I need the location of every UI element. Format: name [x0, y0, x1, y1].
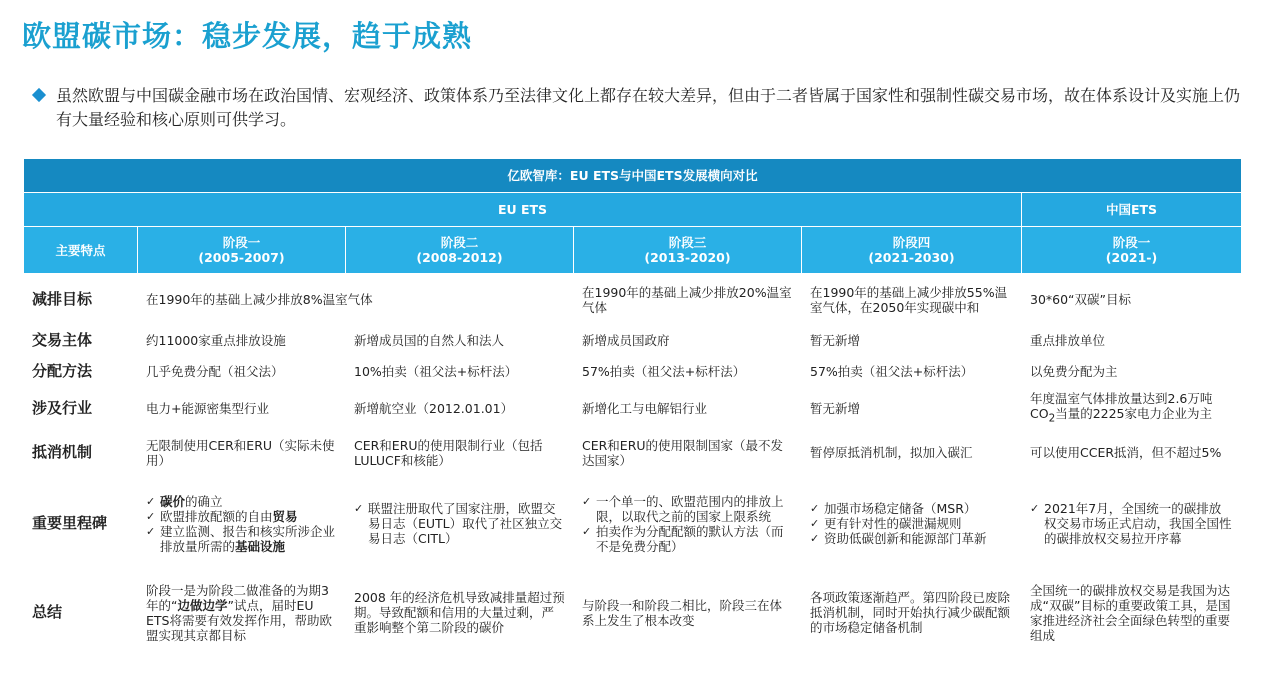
list-item: ✓ 更有针对性的碳泄漏规则 [824, 516, 1013, 531]
table-cell: 可以使用CCER抵消，但不超过5% [1022, 430, 1242, 476]
list-item: ✓ 一个单一的、欧盟范围内的排放上限，以取代之前的国家上限系统 [596, 494, 793, 524]
list-item: ✓ 2021年7月，全国统一的碳排放权交易市场正式启动，我国全国性的碳排放权交易拉开序幕 [1044, 501, 1233, 546]
phase-years: (2021-2030) [868, 250, 955, 265]
bold-text: 贸易 [272, 508, 298, 524]
cell-text: 当量的2225家电力企业为主 [1055, 405, 1213, 421]
list-item [160, 509, 337, 524]
list-item: ✓ 加强市场稳定储备（MSR） [824, 501, 1013, 516]
row-label: 减排目标 [24, 274, 138, 326]
table-cell: 新增成员国政府 [574, 326, 802, 356]
phase-header [574, 227, 802, 274]
row-label: 抵消机制 [24, 430, 138, 476]
list-item: ✓ 联盟注册取代了国家注册，欧盟交易日志（EUTL）取代了社区独立交易日志（CITL） [368, 501, 565, 546]
diamond-bullet-icon [32, 88, 46, 102]
phase-header [802, 227, 1022, 274]
table-cell: 57%拍卖（祖父法+标杆法） [574, 356, 802, 388]
milestone-list [810, 501, 1013, 546]
list-item [160, 494, 337, 509]
phase-years: (2021-) [1105, 250, 1158, 265]
table-cell [346, 476, 574, 572]
table-row [24, 388, 1242, 430]
phase-header [1022, 227, 1242, 274]
table-cell: 各项政策逐渐趋严。第四阶段已废除抵消机制，同时开始执行减少碳配额的市场稳定储备机制 [802, 572, 1022, 654]
table-cell [138, 572, 346, 654]
table-cell: 几乎免费分配（祖父法） [138, 356, 346, 388]
table-cell [802, 476, 1022, 572]
milestone-list [582, 494, 793, 554]
milestone-list [354, 501, 565, 546]
phase-years: (2005-2007) [198, 250, 285, 265]
table-row [24, 274, 1242, 326]
table-cell: 暂无新增 [802, 388, 1022, 430]
table-cell: 在1990年的基础上减少排放20%温室气体 [574, 274, 802, 326]
table-cell: CER和ERU的使用限制行业（包括LULUCF和核能） [346, 430, 574, 476]
page-title: 欧盟碳市场：稳步发展，趋于成熟 [22, 19, 473, 53]
subscript: 2 [1048, 412, 1056, 425]
table-cell: 2008 年的经济危机导致减排量超过预期。导致配额和信用的大量过剩，严重影响整个第二阶段的碳价 [346, 572, 574, 654]
table-cell: 无限制使用CER和ERU（实际未使用） [138, 430, 346, 476]
cell-text: 阶段一是为阶段二做准备的为期3年的“ [146, 582, 329, 613]
table-cell: 10%拍卖（祖父法+标杆法） [346, 356, 574, 388]
cell-text: 的确立 [185, 493, 223, 509]
table-cell: 约11000家重点排放设施 [138, 326, 346, 356]
table-cell [138, 476, 346, 572]
phase-years: (2008-2012) [416, 250, 503, 265]
table-cell: 重点排放单位 [1022, 326, 1242, 356]
row-label: 涉及行业 [24, 388, 138, 430]
table-cell [574, 476, 802, 572]
table-row [24, 430, 1242, 476]
table-cell: 电力+能源密集型行业 [138, 388, 346, 430]
cell-text: 建立监测、报告和核实所涉企业排放量所需的 [160, 523, 336, 554]
table-cell: 在1990年的基础上减少排放8%温室气体 [138, 274, 574, 326]
table-cell: 57%拍卖（祖父法+标杆法） [802, 356, 1022, 388]
table-cell: 新增成员国的自然人和法人 [346, 326, 574, 356]
table-cell: 与阶段一和阶段二相比，阶段三在体系上发生了根本改变 [574, 572, 802, 654]
table-cell: 在1990年的基础上减少排放55%温室气体，在2050年实现碳中和 [802, 274, 1022, 326]
milestone-list [146, 494, 337, 554]
phase-name: 阶段三 [668, 235, 707, 250]
row-label: 交易主体 [24, 326, 138, 356]
phase-name: 阶段二 [440, 235, 479, 250]
phase-name: 阶段一 [1112, 235, 1151, 250]
comparison-table [23, 158, 1242, 654]
list-item: ✓ 拍卖作为分配配额的默认方法（而不是免费分配） [596, 524, 793, 554]
cell-text: 年度温室气体排放量达到2.6万吨CO [1030, 390, 1213, 421]
table-row [24, 356, 1242, 388]
intro-paragraph: 虽然欧盟与中国碳金融市场在政治国情、宏观经济、政策体系乃至法律文化上都存在较大差异，但由于二者皆属于国家性和强制性碳交易市场，故在体系设计及实施上仍有大量经验和核心原则可供学习。 [56, 86, 1241, 129]
table-cell: 以免费分配为主 [1022, 356, 1242, 388]
cell-text: 欧盟排放配额的自由 [160, 508, 273, 524]
list-item [160, 524, 337, 554]
list-item: ✓ 资助低碳创新和能源部门革新 [824, 531, 1013, 546]
row-label: 总结 [24, 572, 138, 654]
bold-text: 碳价 [160, 493, 186, 509]
group-header-eu: EU ETS [24, 193, 1022, 227]
table-cell: 暂无新增 [802, 326, 1022, 356]
table-cell: 新增化工与电解铝行业 [574, 388, 802, 430]
bold-text: 边做边学 [177, 597, 228, 613]
table-cell: 暂停原抵消机制，拟加入碳汇 [802, 430, 1022, 476]
phase-name: 阶段一 [222, 235, 261, 250]
bold-text: 基础设施 [235, 538, 286, 554]
table-row [24, 326, 1242, 356]
phase-header [138, 227, 346, 274]
table-cell: CER和ERU的使用限制国家（最不发达国家） [574, 430, 802, 476]
row-label: 重要里程碑 [24, 476, 138, 572]
table-caption: 亿欧智库：EU ETS与中国ETS发展横向对比 [24, 159, 1242, 193]
table-row [24, 572, 1242, 654]
table-cell: 30*60“双碳”目标 [1022, 274, 1242, 326]
cell-text: ”试点，届时EU ETS将需要有效发挥作用，帮助欧盟实现其京都目标 [146, 597, 332, 643]
row-label: 分配方法 [24, 356, 138, 388]
table-cell [1022, 476, 1242, 572]
table-row [24, 476, 1242, 572]
table-cell [1022, 388, 1242, 430]
feature-header: 主要特点 [24, 227, 138, 274]
table-cell: 新增航空业（2012.01.01） [346, 388, 574, 430]
milestone-list [1030, 501, 1233, 546]
group-header-cn: 中国ETS [1022, 193, 1242, 227]
phase-name: 阶段四 [892, 235, 931, 250]
table-cell: 全国统一的碳排放权交易是我国为达成“双碳”目标的重要政策工具，是国家推进经济社会全面绿色转型的重要组成 [1022, 572, 1242, 654]
phase-header [346, 227, 574, 274]
phase-years: (2013-2020) [644, 250, 731, 265]
